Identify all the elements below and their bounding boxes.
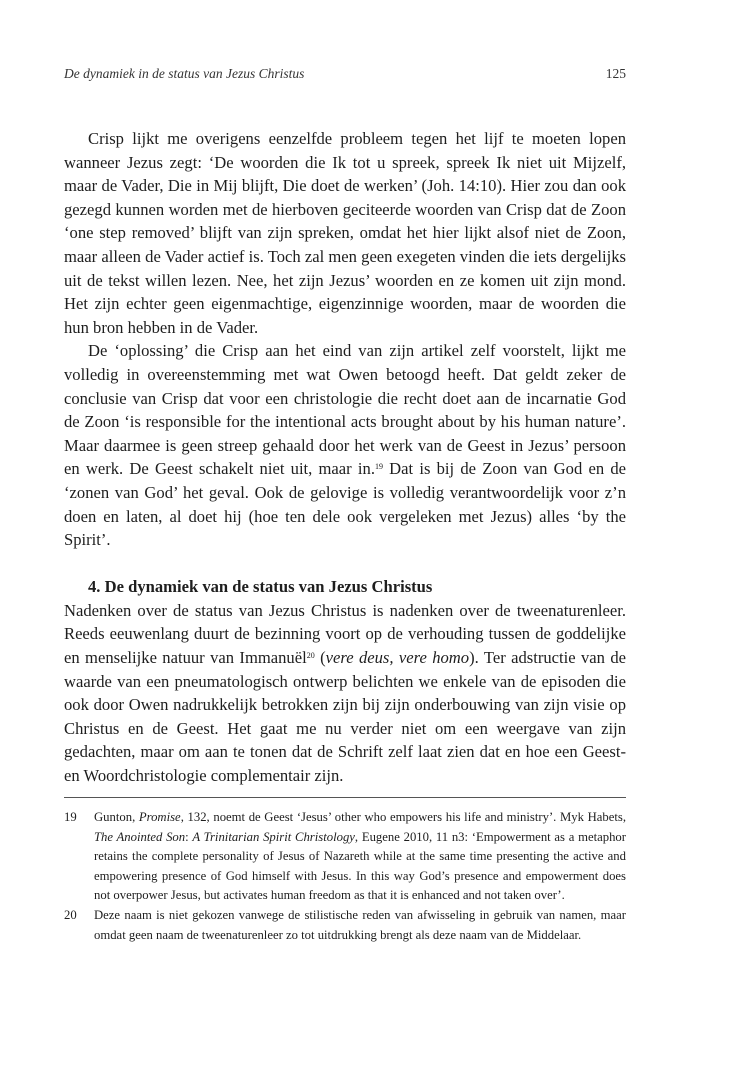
footnotes [64, 808, 626, 945]
paragraph-3-text-c: ). Ter adstructie van de waarde van een pneumatologisch ontwerp belichten we enkele van de episoden die ook door Owen nadrukkelijk betrokken zijn bij zijn onderbouwing van zijn visie op Christus en de Geest. Het gaat me nu verder niet om een weergave van zijn gedachten, maar om aan te tonen dat de Schrift zelf laat zien dat en hoe een Geest- en Woordchristologie complementair zijn. [64, 648, 626, 786]
footnote-ref-20[interactable]: 20 [306, 651, 315, 661]
section-heading: 4. De dynamiek van de status van Jezus Christus [88, 577, 433, 597]
paragraph-3-italic: vere deus, vere homo [325, 648, 470, 668]
footnote-text: : [185, 829, 193, 844]
footnote-divider [64, 797, 626, 798]
paragraph-1-text: Crisp lijkt me overigens eenzelfde probleem tegen het lijf te moeten lopen wanneer Jezus zegt: ‘De woorden die Ik tot u spreek, spreek Ik niet uit Mijzelf, maar de Vader, Die in Mij blijft, Die doet de werken’ (Joh. 14:10). Hier zou dan ook gezegd kunnen worden met de hierboven geciteerde woorden van Crisp dat de Zoon ‘one step removed’ blijft van zijn spreken, omdat het hier lijkt alsof niet de Zoon, maar alleen de Vader actief is. Toch zal men geen exegeten vinden die iets dergelijks uit de tekst willen lezen. Nee, het zijn Jezus’ woorden en ze komen uit zijn mond. Het zijn echter geen eigenmachtige, eigenzinnige woorden, maar de woorden die hun bron hebben in de Vader. [64, 129, 626, 337]
paragraph-2-text-a: De ‘oplossing’ die Crisp aan het eind van zijn artikel zelf voorstelt, lijkt me volledig in overeenstemming met wat Owen betoogd heeft. Dat geldt zeker de conclusie van Crisp dat voor een christologie die recht doet aan de incarnatie God de Zoon ‘is responsible for the intentional acts brought about by his human nature’. Maar daarmee is geen streep gehaald door het werk van de Geest in Jezus’ persoon en werk. De Geest schakelt niet uit, maar in. [64, 341, 626, 479]
footnote-text: , 132, noemt de Geest ‘Jesus’ other who empowers his life and ministry’. Myk Habets, [180, 810, 627, 824]
footnote-number: 20 [64, 907, 77, 922]
paragraph-3 [64, 599, 626, 788]
paragraph-3-text-a: Nadenken over de status van Jezus Christus is nadenken over de tweenaturenleer. Reeds eeuwenlang duurt de bezinning voort op de verhouding tussen de goddelijke en menselijke natuur van Immanuël [64, 600, 626, 668]
paragraph-3-text-b: ( [314, 648, 326, 668]
footnote-italic: The Anointed Son [94, 829, 186, 844]
paragraph-2-text-b: Dat is bij de Zoon van God en de ‘zonen van God’ het geval. Ook de gelovige is volledig verantwoordelijk voor z’n doen en laten, al doet hij (hoe ten dele ook vergeleken met Jezus) alles ‘by the Spirit’. [64, 459, 626, 550]
running-header [64, 64, 626, 84]
footnote-ref-19[interactable]: 19 [374, 462, 383, 472]
footnote-19 [64, 808, 626, 906]
main-text [64, 127, 626, 788]
footnote-italic: A Trinitarian Spirit Christology [192, 829, 355, 844]
footnote-text: , Eugene 2010, 11 n3: ‘Empowerment as a metaphor retains the complete personality of Jesus of Nazareth while at the same time presenting the active and empowering presence of God himself with Jesus. In this way God’s presence and empowerment does not overpower Jesus, but activates human freedom as that it is enhanced and not taken over’. [94, 829, 626, 903]
footnote-number: 19 [64, 810, 77, 824]
paragraph-2 [64, 339, 626, 551]
running-title: De dynamiek in de status van Jezus Christus [64, 66, 305, 81]
footnote-italic: Promise [138, 810, 181, 824]
paragraph-1 [64, 127, 626, 339]
page-number: 125 [605, 66, 626, 81]
footnote-text: Deze naam is niet gekozen vanwege de stilistische reden van afwisseling in gebruik van namen, maar omdat geen naam de tweenaturenleer zo tot uitdrukking brengt als deze naam van de Middelaar. [94, 907, 626, 942]
footnote-20 [64, 906, 626, 945]
footnote-text: Gunton, [94, 810, 139, 824]
